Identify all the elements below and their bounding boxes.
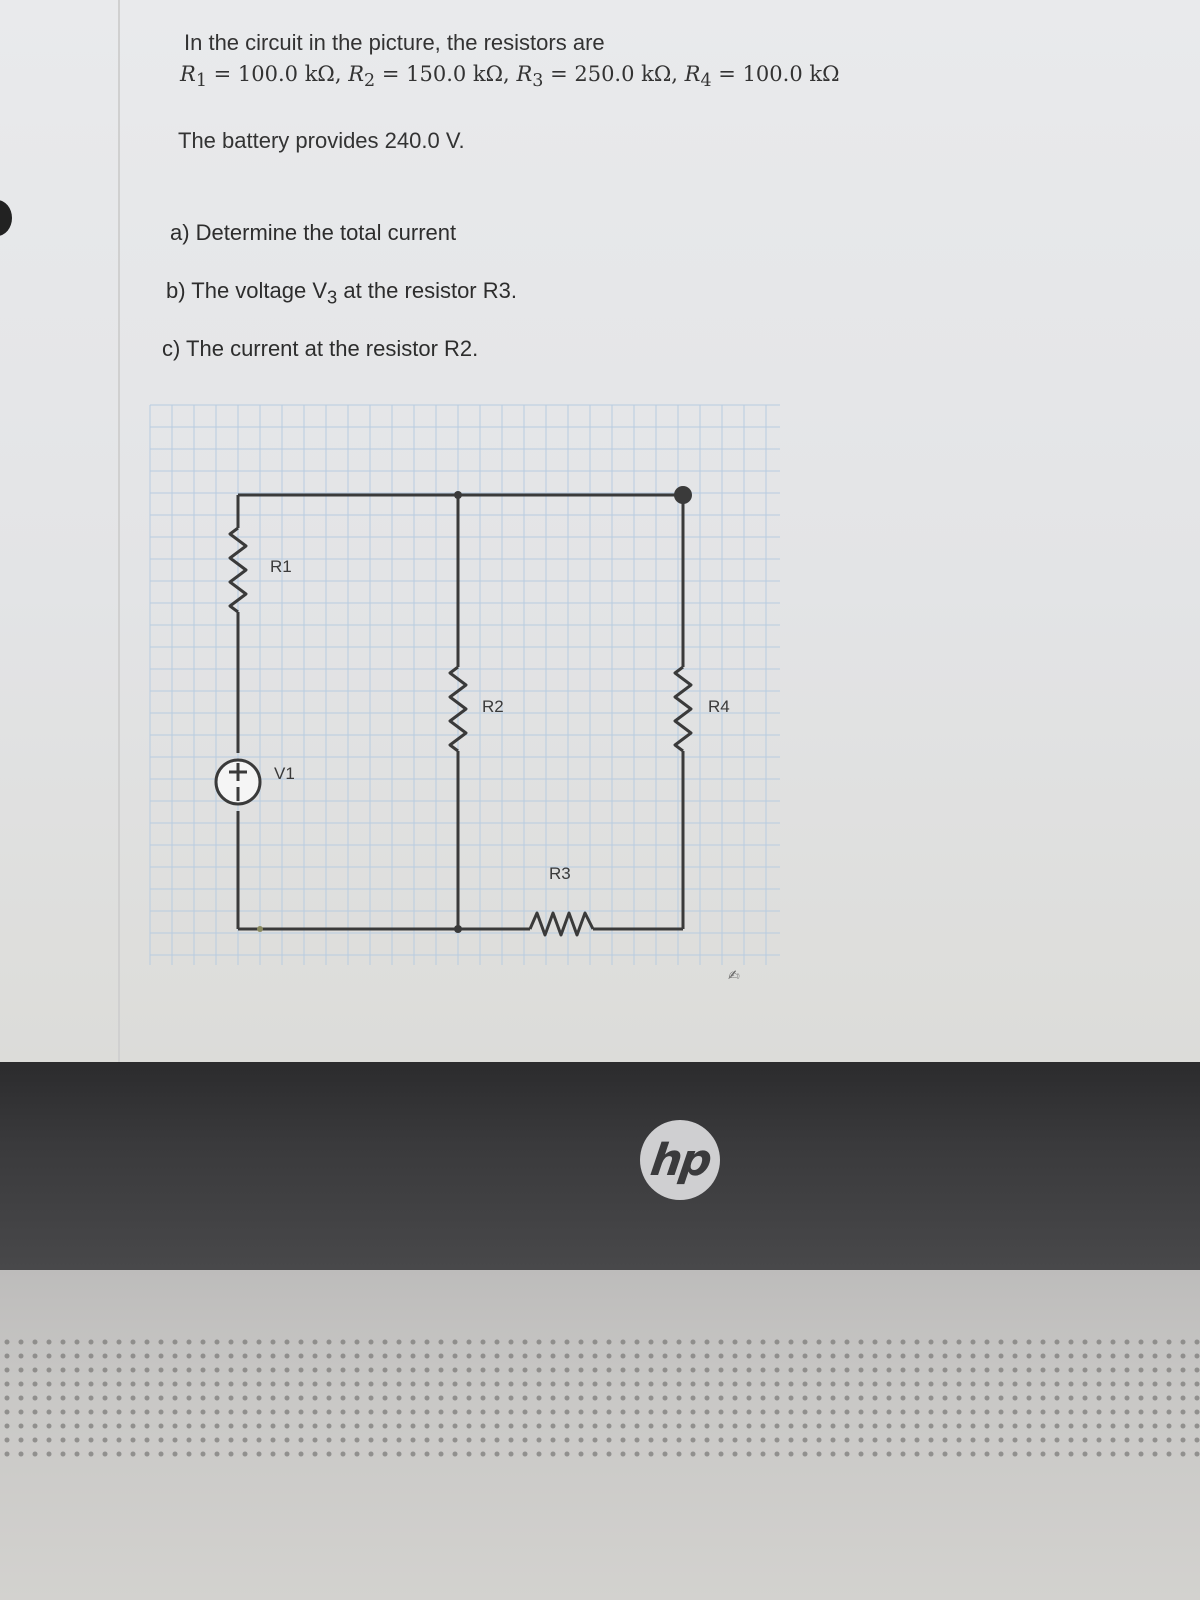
r3-resistor — [530, 913, 593, 935]
laptop-bezel — [0, 1062, 1200, 1270]
resistor-values — [180, 62, 840, 91]
r4-label: R4 — [708, 697, 730, 716]
hp-logo-icon — [640, 1120, 720, 1200]
r3-label: R3 — [549, 864, 571, 883]
resistor-value-r1: $R_1 = 100.0$ kΩ, — [180, 62, 342, 92]
brand-logo-text: hp — [646, 1134, 713, 1186]
speaker-grille — [0, 1335, 1200, 1465]
question-part-c: c) The current at the resistor R2. — [162, 336, 479, 361]
source-label: V1 — [274, 764, 295, 783]
page-edge — [118, 0, 120, 1062]
resistor-value-r4: $R_4 = 100.0$ kΩ — [684, 62, 840, 92]
junction-top-right — [674, 486, 692, 504]
r2-label: R2 — [482, 697, 504, 716]
resistor-value-r2: $R_2 = 150.0$ kΩ, — [348, 62, 510, 92]
circuit-svg — [150, 405, 800, 985]
question-part-a: a) Determine the total current — [170, 220, 457, 245]
circuit-diagram — [150, 405, 800, 985]
r1-label: R1 — [270, 557, 292, 576]
junction-top-mid — [454, 491, 462, 499]
junction-bottom-left — [257, 926, 263, 932]
question-intro: In the circuit in the picture, the resistors are — [184, 30, 605, 55]
battery-statement: The battery provides 240.0 V. — [178, 128, 465, 153]
mouse-cursor-icon: ✍ — [728, 968, 740, 984]
window-edge-marker — [0, 200, 12, 236]
junction-bottom-mid — [454, 925, 462, 933]
resistor-value-r3: $R_3 = 250.0$ kΩ, — [516, 62, 678, 92]
r4-resistor — [675, 667, 691, 751]
question-part-b: b) The voltage $V_3$ at the resistor R3. — [166, 278, 517, 308]
